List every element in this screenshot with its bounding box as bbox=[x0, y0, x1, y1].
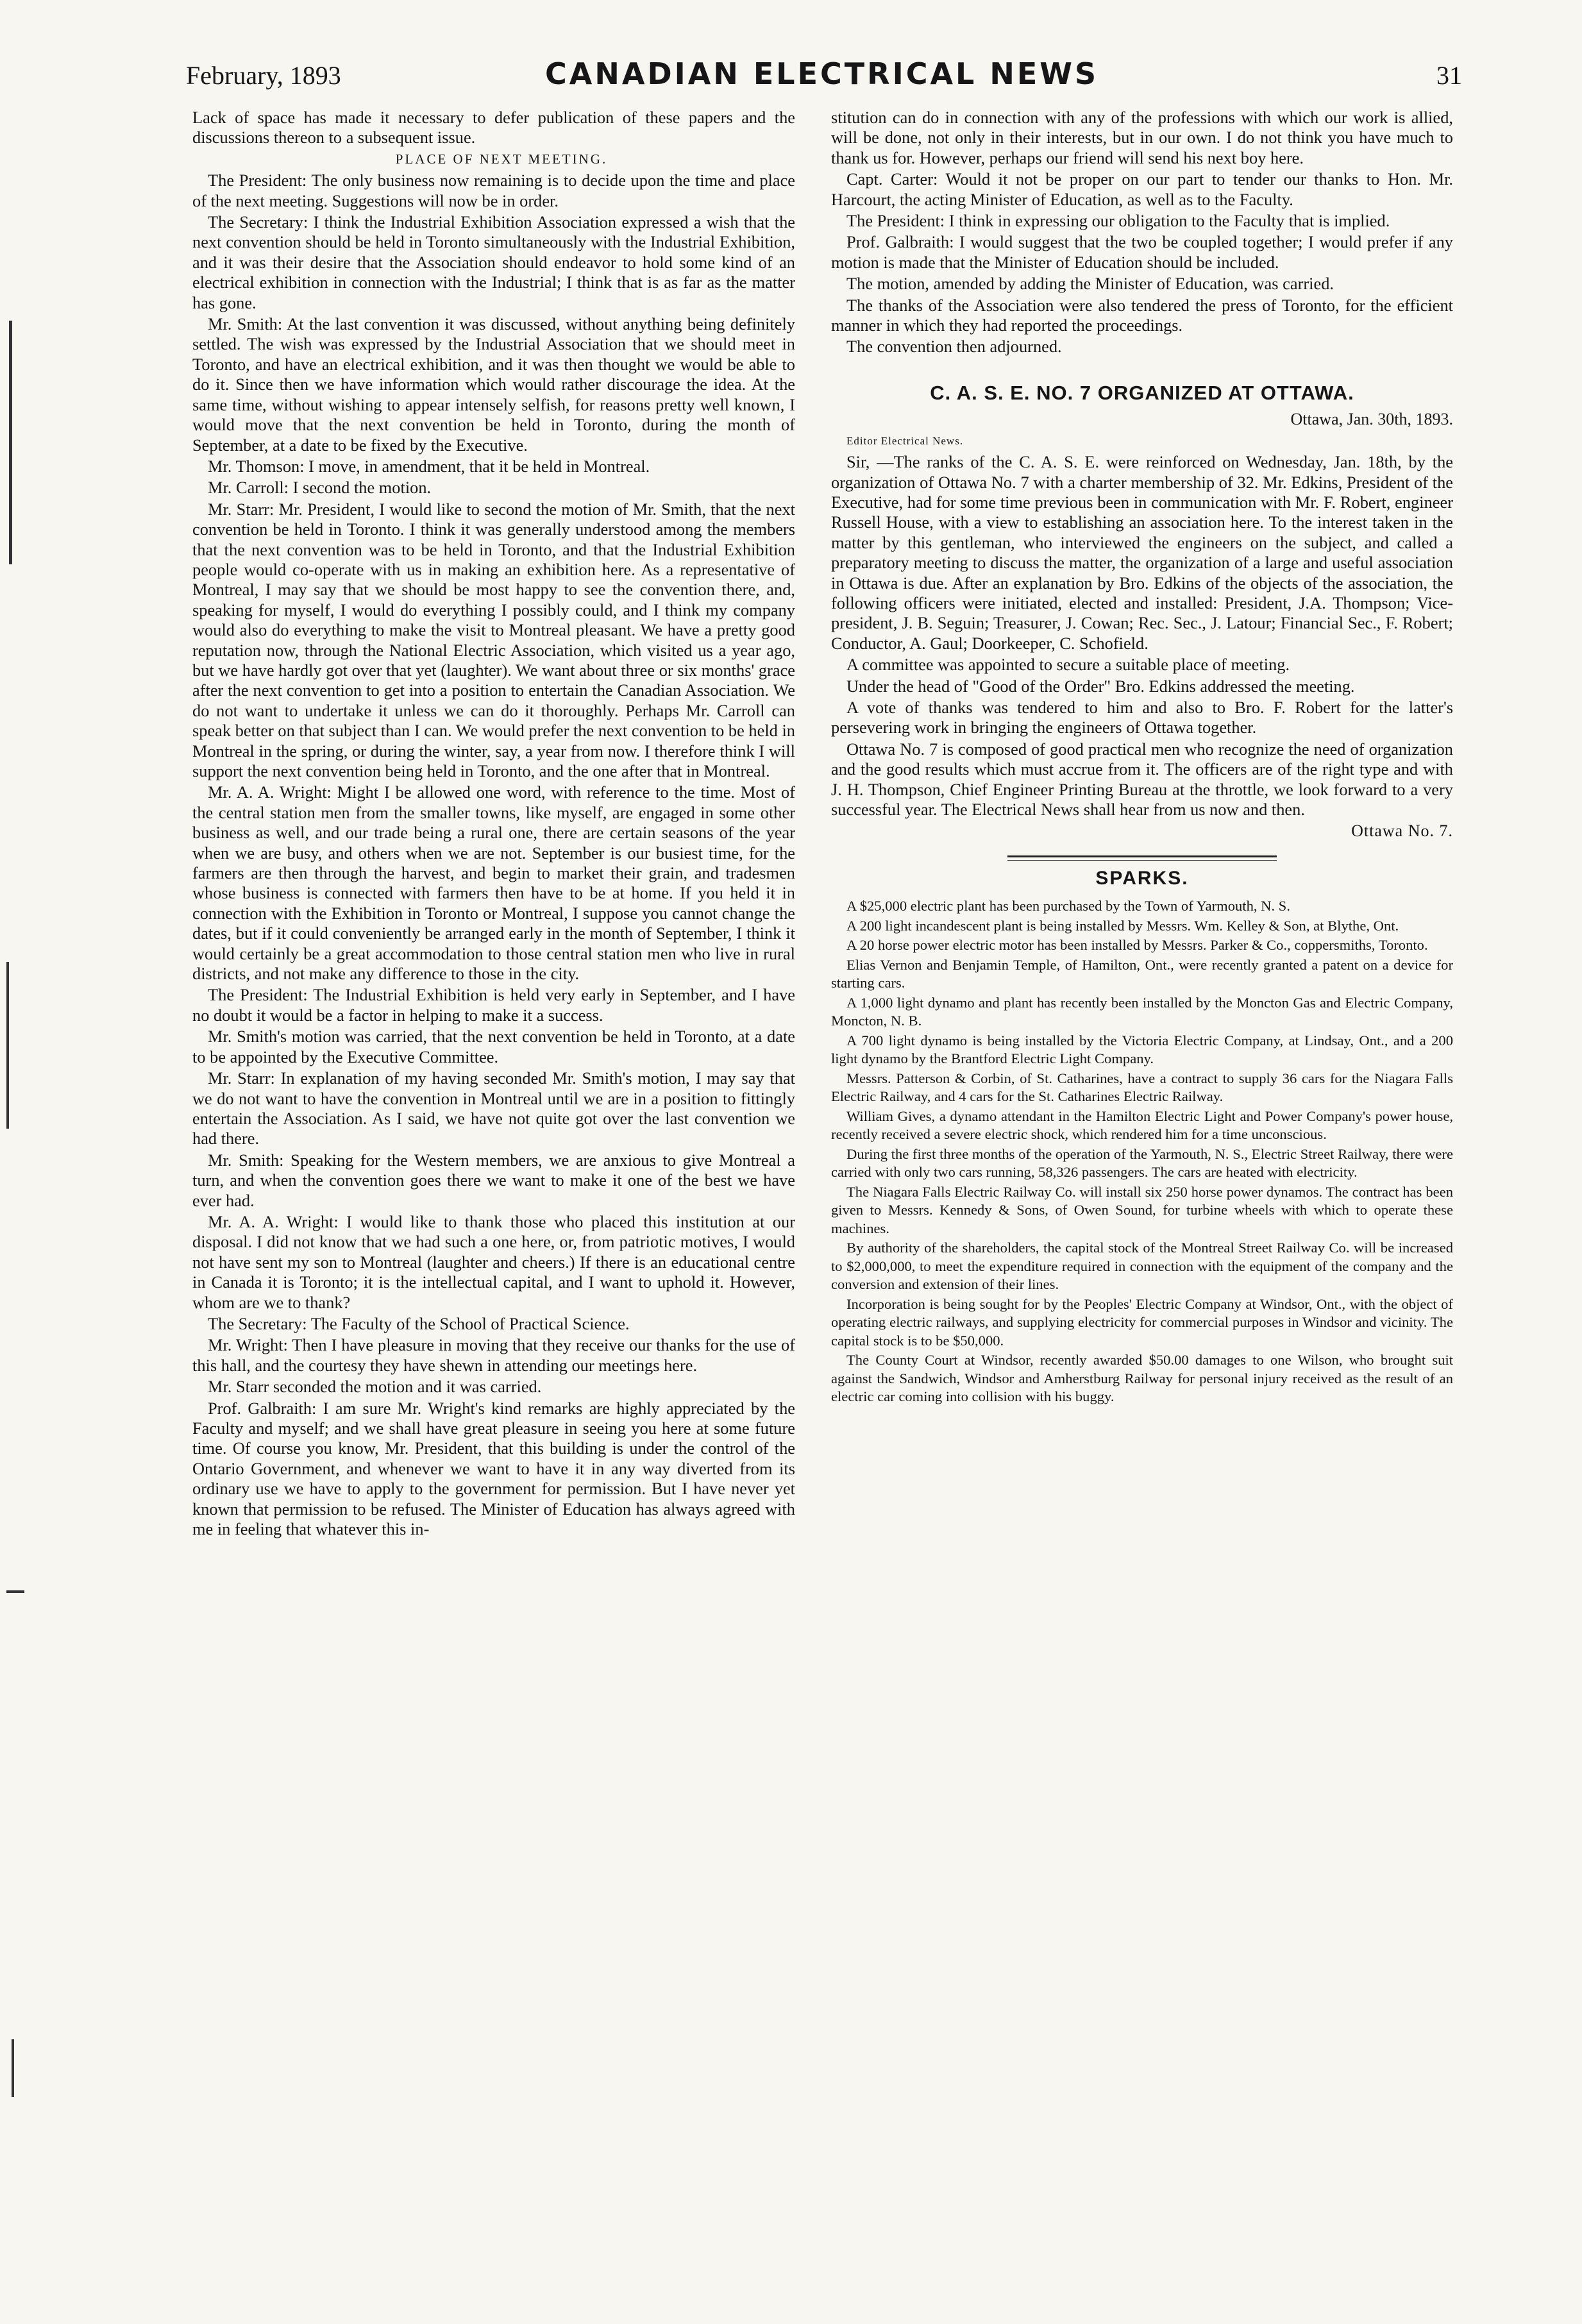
paragraph: The convention then adjourned. bbox=[846, 337, 1062, 357]
paragraph: The President: The Industrial Exhibition is held very early in September, and I have no doubt it would be a factor in helping to make it a success. bbox=[192, 985, 795, 1025]
news-item: Messrs. Patterson & Corbin, of St. Catharines, have a contract to supply 36 cars for the Niagara Falls Electric Railway, and 4 cars for the St. Catharines Electric Railway. bbox=[831, 1070, 1453, 1105]
news-item: A $25,000 electric plant has been purchased by the Town of Yarmouth, N. S. bbox=[846, 898, 1291, 914]
paragraph: Mr. Thomson: I move, in amendment, that it be held in Montreal. bbox=[208, 456, 650, 476]
paragraph: The motion, amended by adding the Minister of Education, was carried. bbox=[846, 274, 1334, 294]
issue-date: February, 1893 bbox=[186, 61, 341, 90]
letter-salutation: Editor Electrical News. bbox=[846, 434, 964, 447]
news-item: William Gives, a dynamo attendant in the Hamilton Electric Light and Power Company's power house, recently received a severe electric shock, which rendered him for a time unconscious. bbox=[831, 1107, 1453, 1143]
paragraph: Mr. A. A. Wright: Might I be allowed one word, with reference to the time. Most of the central station men from the smaller towns, like myself, are engaged in some other business as well, and our trade being a rural one, there are certain seasons of the year when we are busy, and others when we are not. September is our busiest time, for the farmers are then through the harvest, and begin to market their grain, and tradesmen whose business is connected with farmers then have to be at home. If you held it in connection with the Exhibition in Toronto or Montreal, I suppose you cannot change the dates, but if it could conveniently be arranged early in the month of September, I think it would certainly be a great accommodation to those central station men who live in rural districts, and not make any difference to those in the city. bbox=[192, 782, 795, 984]
paragraph: Mr. A. A. Wright: I would like to thank those who placed this institution at our disposal. I did not know that we had such a one here, or, from patriotic motives, I would not have sent my son to Montreal (laughter and cheers.) If there is an educational centre in Canada it is Toronto; it is the intellectual capital, and I want to uphold it. However, whom are we to thank? bbox=[192, 1211, 795, 1312]
section-divider bbox=[1007, 855, 1277, 861]
paragraph: Capt. Carter: Would it not be proper on our part to tender our thanks to Hon. Mr. Harcourt, the acting Minister of Education, as well as to the Faculty. bbox=[831, 169, 1453, 209]
paragraph: Sir, —The ranks of the C. A. S. E. were reinforced on Wednesday, Jan. 18th, by the organization of Ottawa No. 7 with a charter membership of 32. Mr. Edkins, President of the Executive, had for some time previous been in communication with Mr. F. Robert, engineer Russell House, with a view to establishing an association here. To the interest taken in the matter by this gentleman, who interviewed the engineers on the subject, and called a preparatory meeting to discuss the matter, the organization of a large and useful association in Ottawa is due. After an explanation by Bro. Edkins of the objects of the association, the following officers were initiated, elected and installed: President, J.A. Thompson; Vice-president, J. B. Seguin; Treasurer, J. Cowan; Rec. Sec., J. Latour; Financial Sec., F. Robert; Conductor, A. Gaul; Doorkeeper, C. Schofield. bbox=[831, 452, 1453, 653]
paragraph: Ottawa No. 7 is composed of good practical men who recognize the need of organization and the good results which must accrue from it. The officers are of the right type and with J. H. Thompson, Chief Engineer Printing Bureau at the throttle, we look forward to a very successful year. The Electrical News shall hear from us now and then. bbox=[831, 739, 1453, 819]
news-item: During the first three months of the operation of the Yarmouth, N. S., Electric Street Railway, there were carried with only two cars running, 58,326 passengers. The cars are heated with electricity. bbox=[831, 1145, 1453, 1181]
paragraph: Mr. Smith: At the last convention it was discussed, without anything being definitely settled. The wish was expressed by the Industrial Association that we should meet in Toronto, and have an electrical exhibition, and it was then thought we would be able to do it. Since then we have information which would rather discourage the idea. At the same time, without wishing to appear intensely selfish, for reasons pretty well known, I would move that the next convention be held in Toronto, during the month of September, at a date to be fixed by the Executive. bbox=[192, 314, 795, 455]
dateline: Ottawa, Jan. 30th, 1893. bbox=[1290, 410, 1453, 429]
news-item: The County Court at Windsor, recently awarded $50.00 damages to one Wilson, who brought suit against the Sandwich, Windsor and Amherstburg Railway for personal injury received as the result of an electric car coming into collision with his buggy. bbox=[831, 1352, 1453, 1405]
paragraph: The thanks of the Association were also tendered the press of Toronto, for the efficient manner in which they had reported the proceedings. bbox=[831, 295, 1453, 335]
paragraph: Prof. Galbraith: I am sure Mr. Wright's kind remarks are highly appreciated by the Faculty and myself; and we shall have great pleasure in seeing you here at some future time. Of course you know, Mr. President, that this building is under the control of the Ontario Government, and whenever we want to have it in any way diverted from its ordinary use we have to apply to the government for permission. But I have never yet known that permission to be refused. The Minister of Education has always agreed with me in feeling that whatever this in- bbox=[192, 1398, 795, 1539]
paragraph: The President: I think in expressing our obligation to the Faculty that is implied. bbox=[846, 211, 1390, 231]
masthead-title: CANADIAN ELECTRICAL NEWS bbox=[545, 56, 1099, 91]
paragraph: Mr. Starr: In explanation of my having seconded Mr. Smith's motion, I may say that we do not want to have the convention in Montreal until we are in a position to fittingly entertain the Association. As I said, we have not quite got over the last convention we had there. bbox=[192, 1068, 795, 1149]
paragraph: The Secretary: I think the Industrial Exhibition Association expressed a wish that the next convention should be held in Toronto simultaneously with the Industrial Exhibition, and it was their desire that the Association should endeavor to hold some kind of an electrical exhibition in connection with the Industrial; I think that is as far as the matter has gone. bbox=[192, 212, 795, 312]
left-column bbox=[192, 108, 795, 1540]
paragraph: Prof. Galbraith: I would suggest that the two be coupled together; I would prefer if any motion is made that the Minister of Education should be included. bbox=[831, 232, 1453, 272]
news-item: Incorporation is being sought for by the Peoples' Electric Company at Windsor, Ont., with the object of operating electric railways, and supplying electricity for commercial purposes in Windsor and vicinity. The capital stock is to be $50,000. bbox=[831, 1295, 1453, 1349]
paragraph: stitution can do in connection with any of the professions with which our work is allied, will be done, not only in their interests, but in our own. I do not think you have much to thank us for. However, perhaps our friend will send his next boy here. bbox=[831, 108, 1453, 167]
paragraph: Under the head of "Good of the Order" Bro. Edkins addressed the meeting. bbox=[846, 676, 1355, 696]
paragraph: Mr. Smith: Speaking for the Western members, we are anxious to give Montreal a turn, and when the convention goes there we want to make it one of the best we have ever had. bbox=[192, 1150, 795, 1210]
right-column bbox=[831, 108, 1453, 1408]
paragraph: The Secretary: The Faculty of the School of Practical Science. bbox=[208, 1313, 630, 1333]
paragraph: Lack of space has made it necessary to defer publication of these papers and the discussions thereon to a subsequent issue. bbox=[192, 108, 795, 147]
scan-margin-mark bbox=[6, 962, 9, 1129]
scan-margin-mark bbox=[6, 1590, 24, 1593]
paragraph: Mr. Starr: Mr. President, I would like to second the motion of Mr. Smith, that the next convention be held in Toronto. I think it was generally understood among the members that the next convention was to be held in Toronto, and that the Industrial Exhibition people would co-operate with us in making an exhibition here. As a representative of Montreal, I may say that we should be most happy to see the convention there, and, speaking for myself, I would do everything I possibly could, and I think my company would also do everything to make the visit to Montreal pleasant. We have a pretty good reputation now, through the National Electric Association, which visited us a year ago, but we have hardly got over that yet (laughter). We want about three or six months' grace after the next convention to get into a position to entertain the Canadian Association. We do not want to undertake it unless we can do it thoroughly. Perhaps Mr. Carroll can speak better on that subject than I can. We would prefer the next convention to be held in Montreal in the spring, or during the winter, say, a year from now. I therefore think I will support the next convention being held in Toronto, and the one after that in Montreal. bbox=[192, 499, 795, 780]
page-number: 31 bbox=[1436, 61, 1462, 90]
news-item: A 700 light dynamo is being installed by the Victoria Electric Company, at Lindsay, Ont., and a 200 light dynamo by the Brantford Electric Light Company. bbox=[831, 1032, 1453, 1067]
sparks-heading: SPARKS. bbox=[1095, 867, 1189, 889]
news-item: Elias Vernon and Benjamin Temple, of Hamilton, Ont., were recently granted a patent on a device for starting cars. bbox=[831, 956, 1453, 991]
news-item: A 20 horse power electric motor has been installed by Messrs. Parker & Co., coppersmiths, Toronto. bbox=[846, 937, 1428, 954]
news-item: By authority of the shareholders, the capital stock of the Montreal Street Railway Co. will be increased to $2,000,000, to meet the expenditure required in connection with the equipment of the company and the conversion and extension of their lines. bbox=[831, 1240, 1453, 1293]
paragraph: Mr. Smith's motion was carried, that the next convention be held in Toronto, at a date to be appointed by the Executive Committee. bbox=[192, 1027, 795, 1066]
paragraph: Mr. Carroll: I second the motion. bbox=[208, 478, 432, 498]
paragraph: Mr. Wright: Then I have pleasure in moving that they receive our thanks for the use of this hall, and the courtesy they have shewn in attending our meetings here. bbox=[192, 1335, 795, 1375]
section-subhead: PLACE OF NEXT MEETING. bbox=[395, 151, 608, 167]
article-title: C. A. S. E. NO. 7 ORGANIZED AT OTTAWA. bbox=[930, 381, 1354, 404]
scan-margin-mark bbox=[12, 2039, 14, 2097]
scan-margin-mark bbox=[9, 321, 12, 564]
news-item: The Niagara Falls Electric Railway Co. will install six 250 horse power dynamos. The contract has been given to Messrs. Kennedy & Sons, of Owen Sound, for turbine wheels with which to operate these machines. bbox=[831, 1183, 1453, 1236]
paragraph: A vote of thanks was tendered to him and also to Bro. F. Robert for the latter's persevering work in bringing the engineers of Ottawa together. bbox=[831, 697, 1453, 737]
page-header bbox=[186, 56, 1462, 95]
news-item: A 1,000 light dynamo and plant has recently been installed by the Moncton Gas and Electric Company, Moncton, N. B. bbox=[831, 994, 1453, 1029]
paragraph: The President: The only business now remaining is to decide upon the time and place of the next meeting. Suggestions will now be in order. bbox=[192, 171, 795, 210]
paragraph: A committee was appointed to secure a suitable place of meeting. bbox=[846, 655, 1290, 675]
news-item: A 200 light incandescent plant is being installed by Messrs. Wm. Kelley & Son, at Blythe, Ont. bbox=[846, 917, 1399, 934]
letter-signature: Ottawa No. 7. bbox=[1351, 821, 1453, 841]
paragraph: Mr. Starr seconded the motion and it was carried. bbox=[208, 1377, 542, 1397]
